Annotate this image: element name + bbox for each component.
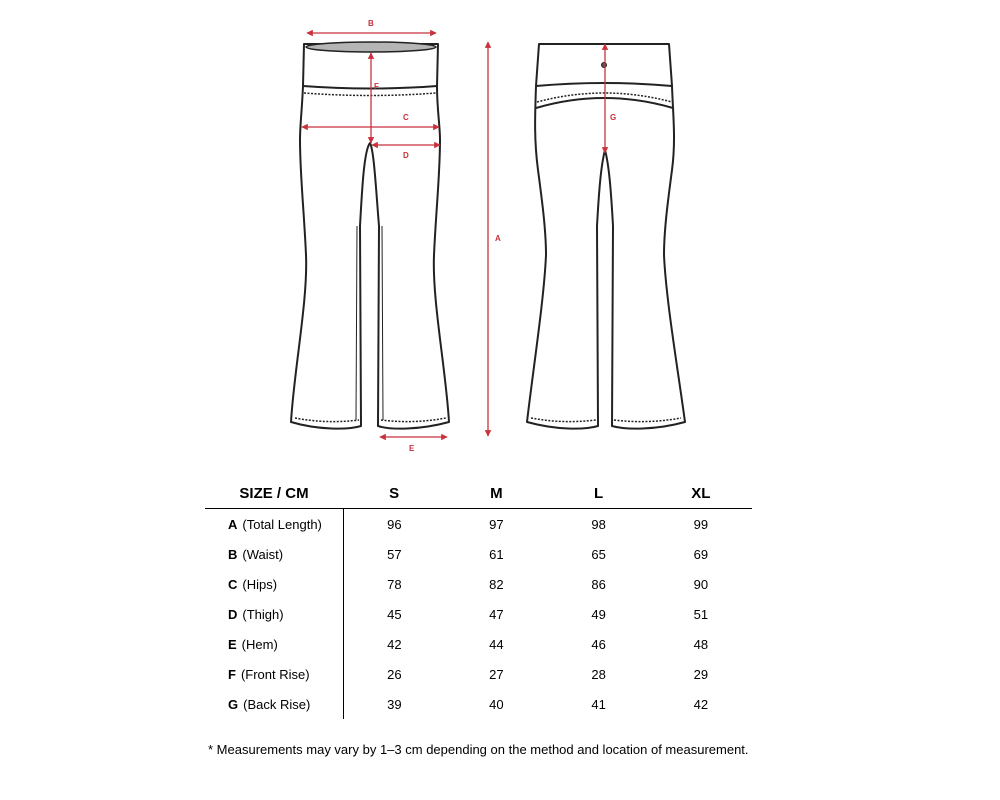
measurement-value: 99 bbox=[693, 516, 709, 532]
back-label-dot bbox=[602, 63, 607, 68]
size-header-m: M bbox=[445, 478, 547, 509]
measurement-label bbox=[205, 569, 343, 599]
measurement-row-g bbox=[205, 689, 752, 719]
measurement-label bbox=[205, 659, 343, 689]
measurement-letter: A bbox=[228, 516, 238, 532]
size-header-xl: XL bbox=[650, 478, 752, 509]
measurement-label bbox=[205, 509, 343, 540]
measurement-value: 48 bbox=[693, 636, 709, 652]
size-header-label: SIZE / CM bbox=[205, 478, 343, 509]
measurement-value: 82 bbox=[489, 576, 504, 592]
back-pants-outline bbox=[527, 44, 685, 429]
measurement-value: 45 bbox=[387, 606, 402, 622]
measurement-value: 97 bbox=[489, 516, 504, 532]
measurement-value: 65 bbox=[591, 546, 606, 562]
measurement-value: 96 bbox=[387, 516, 402, 532]
measurement-value: 28 bbox=[591, 666, 606, 682]
measurement-value: 39 bbox=[387, 696, 402, 712]
measurement-letter: D bbox=[228, 606, 238, 622]
measurement-row-e bbox=[205, 629, 752, 659]
size-header-s: S bbox=[343, 478, 445, 509]
size-table-body bbox=[205, 509, 752, 720]
measurement-footnote: * Measurements may vary by 1–3 cm depending on the method and location of measurement. bbox=[208, 742, 749, 757]
front-pants-outline bbox=[291, 44, 449, 429]
measurement-value: 47 bbox=[489, 606, 504, 622]
measurement-value: 86 bbox=[591, 576, 606, 592]
measurement-name: (Total Length) bbox=[242, 516, 322, 532]
measurement-letter: G bbox=[228, 696, 239, 712]
measurement-value: 44 bbox=[489, 636, 504, 652]
measurement-row-c bbox=[205, 569, 752, 599]
front-waist-opening bbox=[306, 42, 436, 52]
measurement-value: 51 bbox=[693, 606, 709, 622]
measurement-name: (Back Rise) bbox=[243, 696, 311, 712]
label-b: B bbox=[368, 19, 374, 28]
measurement-name: (Front Rise) bbox=[240, 666, 310, 682]
measurement-name: (Hem) bbox=[241, 636, 278, 652]
size-header-l: L bbox=[548, 478, 650, 509]
measurement-label bbox=[205, 539, 343, 569]
back-view-pants bbox=[527, 44, 685, 429]
measurement-label bbox=[205, 629, 343, 659]
label-a: A bbox=[495, 234, 501, 243]
measurement-row-b bbox=[205, 539, 752, 569]
size-header-row bbox=[205, 478, 752, 509]
measurement-value: 78 bbox=[387, 576, 402, 592]
measurement-value: 42 bbox=[387, 636, 402, 652]
measurement-row-a bbox=[205, 509, 752, 540]
measurement-letter: F bbox=[228, 666, 236, 682]
measurement-name: (Waist) bbox=[242, 546, 284, 562]
label-g: G bbox=[610, 113, 617, 122]
measurement-letter: E bbox=[228, 636, 237, 652]
measurement-value: 90 bbox=[693, 576, 709, 592]
label-c: C bbox=[403, 113, 409, 122]
measurement-letter: C bbox=[228, 576, 238, 592]
measurement-label bbox=[205, 689, 343, 719]
measurement-value: 41 bbox=[591, 696, 606, 712]
size-chart-table bbox=[205, 478, 752, 719]
measurement-value: 40 bbox=[489, 696, 504, 712]
measurement-value: 57 bbox=[387, 546, 402, 562]
measurement-row-f bbox=[205, 659, 752, 689]
measurement-value: 27 bbox=[489, 666, 504, 682]
label-f: F bbox=[374, 82, 379, 91]
measurement-letter: B bbox=[228, 546, 238, 562]
measurement-value: 98 bbox=[591, 516, 606, 532]
measurement-name: (Thigh) bbox=[242, 606, 284, 622]
measurement-label bbox=[205, 599, 343, 629]
measurement-value: 46 bbox=[591, 636, 606, 652]
measurement-value: 26 bbox=[387, 666, 402, 682]
measurement-value: 61 bbox=[489, 546, 504, 562]
measurement-name: (Hips) bbox=[242, 576, 278, 592]
label-e: E bbox=[409, 444, 415, 453]
measurement-value: 42 bbox=[693, 696, 709, 712]
measurement-value: 49 bbox=[591, 606, 606, 622]
measurement-value: 69 bbox=[693, 546, 709, 562]
front-view-pants bbox=[291, 42, 449, 429]
measurement-value: 29 bbox=[693, 666, 709, 682]
measurement-row-d bbox=[205, 599, 752, 629]
label-d: D bbox=[403, 151, 409, 160]
